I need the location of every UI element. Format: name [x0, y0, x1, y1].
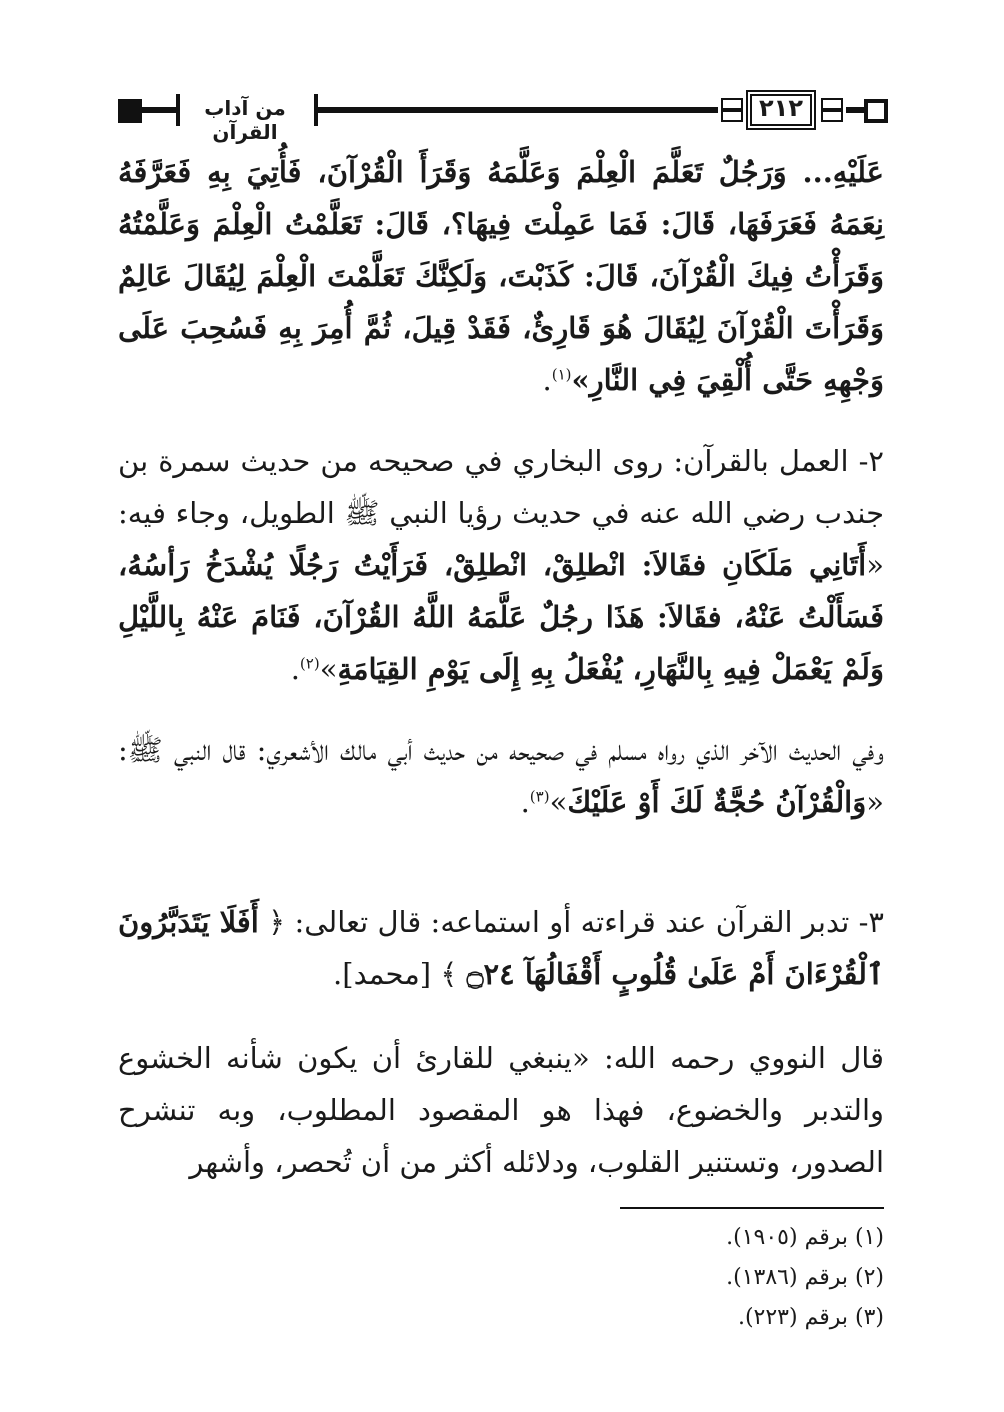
text-run: ٢- العمل بالقرآن: روى البخاري في صحيحه من حديث سمرة بن جندب رضي الله عنه في حديث رؤيا النبي ﷺ الطويل، وجاء فيه: «: [118, 444, 884, 582]
paragraph-4: [118, 896, 884, 1000]
text-run: ٣- تدبر القرآن عند قراءته أو استماعه: قال تعالى: ﴿: [258, 905, 884, 939]
footnotes: [620, 1218, 884, 1338]
text-run: .: [520, 785, 530, 819]
paragraph-2: [118, 435, 884, 695]
quoted-text: أَتَانِي مَلَكَانِ فقَالاَ: انْطلِقْ، انْطلِقْ، فَرَأَيْتُ رَجُلًا يُشْدَخُ رَأسُهُ، فَسَأَلْتُ عَنْهُ، فقَالاَ: هَذَا رجُلٌ عَلَّمَهُ اللَّهُ القُرْآنَ، فَنَامَ عَنْهُ بِاللَّيْلِ وَلَمْ يَعْمَلْ فِيهِ بِالنَّهَارِ، يُفْعَلُ بِهِ إِلَى يَوْمِ القِيَامَةِ: [118, 548, 884, 686]
footnote-3: (٣) برقم (٢٢٣).: [737, 1305, 884, 1330]
text-run: .: [290, 652, 300, 686]
footnote-marker: (٢): [299, 654, 320, 673]
book-title: من آداب القرآن: [204, 96, 286, 144]
header-rule-middle: [318, 107, 718, 113]
ornament-right: [818, 95, 844, 125]
quoted-text: أَفَلَا يَتَدَبَّرُونَ ٱلْقُرْءَانَ أَمْ عَلَىٰ قُلُوبٍ أَقْفَالُهَآ ۝٢٤: [118, 905, 884, 991]
quoted-text: عَلَيْهِ... وَرَجُلٌ تَعَلَّمَ الْعِلْمَ وَعَلَّمَهُ وَقَرَأَ الْقُرْآنَ، فَأُتِيَ بِهِ فَعَرَّفَهُ نِعَمَهُ فَعَرَفَهَا، قَالَ: فَمَا عَمِلْتَ فِيهَا؟، قَالَ: تَعَلَّمْتُ الْعِلْمَ وَعَلَّمْتُهُ وَقَرَأْتُ فِيكَ الْقُرْآنَ، قَالَ: كَذَبْتَ، وَلَكِنَّكَ تَعَلَّمْتَ الْعِلْمَ لِيُقَالَ عَالِمٌ وَقَرَأْتَ الْقُرْآنَ لِيُقَالَ هُوَ قَارِئٌ، فَقَدْ قِيلَ، ثُمَّ أُمِرَ بِهِ فَسُحِبَ عَلَى وَجْهِهِ حَتَّى أُلْقِيَ فِي النَّارِ»: [118, 155, 884, 397]
quoted-text: وَالْقُرْآنُ حُجَّةٌ لَكَ أَوْ عَلَيْكَ: [567, 785, 867, 819]
page-number-frame: [716, 90, 846, 132]
text-run: »: [319, 652, 338, 686]
text-run: ﴾ [محمد].: [333, 957, 467, 991]
header-filled-square: [118, 99, 142, 123]
header-outlined-square: [864, 99, 888, 123]
paragraph-5: [118, 1032, 884, 1188]
footnote-marker: (١): [551, 365, 572, 384]
page-number: ٢١٢: [759, 94, 803, 122]
header-rule-right: [846, 107, 864, 113]
footnote-2: (٢) برقم (١٣٨٦).: [726, 1265, 884, 1290]
text-run: قال النووي رحمه الله: «ينبغي للقارئ أن يكون شأنه الخشوع والتدبر والخضوع، فهذا هو المقصود المطلوب، وبه تنشرح الصدور، وتستنير القلوب، ودلائله أكثر من أن تُحصر، وأشهر: [118, 1041, 884, 1179]
paragraph-3: [118, 724, 884, 828]
ornament-left: [718, 95, 744, 125]
footnote-separator: [620, 1207, 884, 1209]
text-run: وفي الحديث الآخر الذي رواه مسلم في صحيحه من حديث أبي مالك الأشعري: قال النبي ﷺ: «: [118, 733, 884, 819]
footnote-1: (١) برقم (١٩٠٥).: [726, 1225, 884, 1250]
text-run: »: [549, 785, 568, 819]
header-rule-left: [142, 107, 176, 113]
paragraph-1: [118, 146, 884, 406]
running-header: [118, 90, 888, 144]
footnote-marker: (٣): [529, 787, 550, 806]
text-run: .: [542, 363, 552, 397]
